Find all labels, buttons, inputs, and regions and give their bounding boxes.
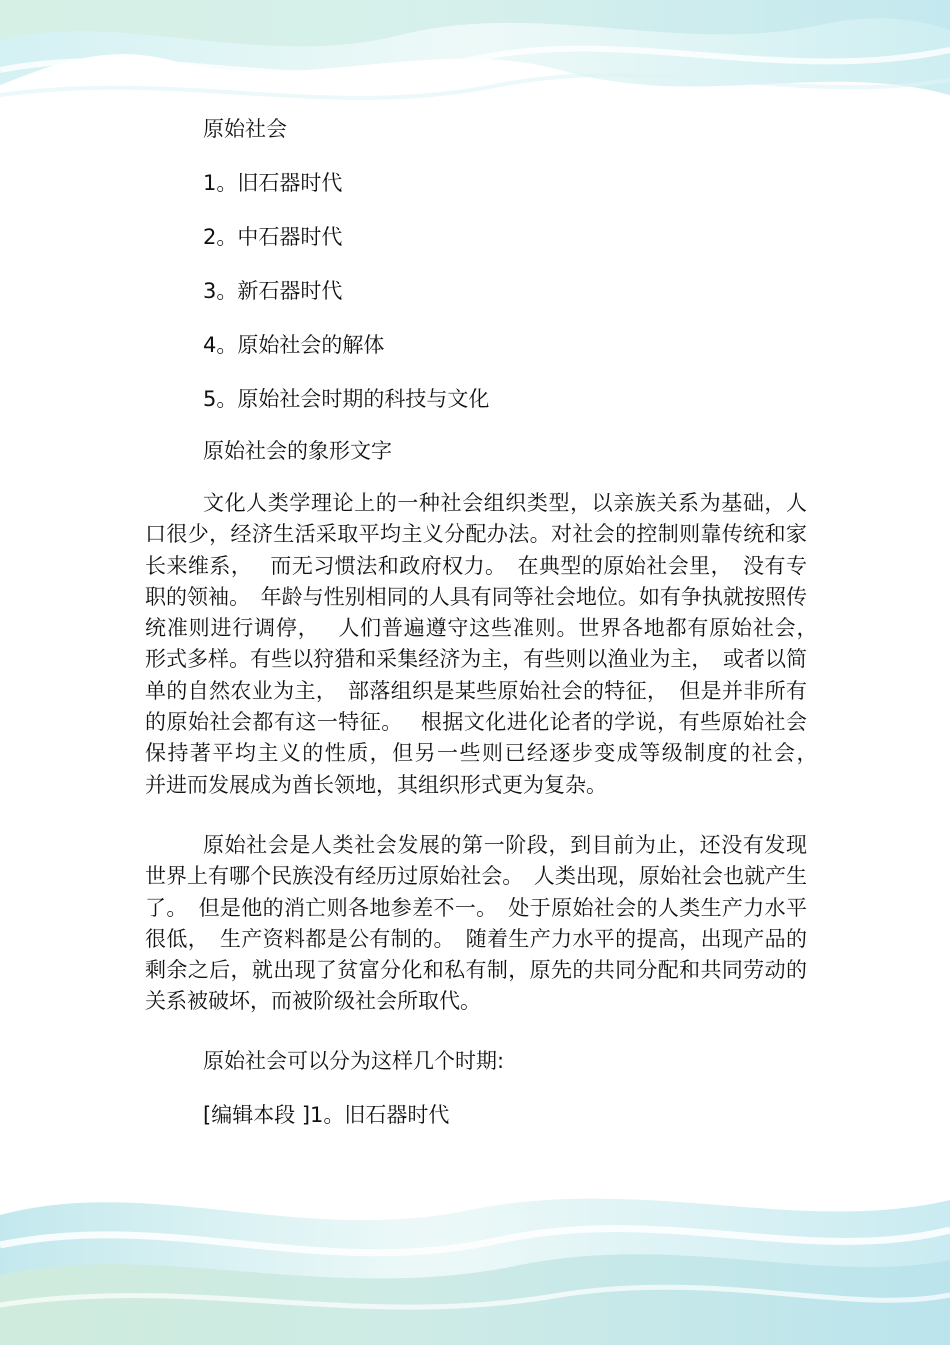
document-subtitle: 原始社会的象形文字 [203,439,392,463]
toc-item-4: 4。原始社会的解体 [203,333,385,357]
paragraph-development: 原始社会是人类社会发展的第一阶段，到目前为止，还没有发现世界上有哪个民族没有经历过原始社会。 人类出现，原始社会也就产生了。 但是他的消亡则各地参差不一。 处于原始社会的人类生产力水平很低， 生产资料都是公有制的。 随着生产力水平的提高，出现产品的剩余之后，就出现了贫富分化和私有制，原先的共同分配和共同劳动的关系被破坏，而被阶级社会所取代。 [145,832,807,1014]
document-title: 原始社会 [203,117,287,141]
periods-intro: 原始社会可以分为这样几个时期: [203,1048,505,1073]
bottom-wave-decoration [0,1155,950,1345]
section-heading: [编辑本段 ]1。旧石器时代 [203,1102,450,1127]
toc-item-1: 1。旧石器时代 [203,171,343,195]
toc-item-5: 5。原始社会时期的科技与文化 [203,387,490,411]
document-body [145,114,835,1130]
toc-item-3: 3。新石器时代 [203,279,343,303]
toc-item-2: 2。中石器时代 [203,225,343,249]
paragraph-definition: 文化人类学理论上的一种社会组织类型，以亲族关系为基础，人口很少，经济生活采取平均主义分配办法。对社会的控制则靠传统和家长来维系， 而无习惯法和政府权力。 在典型的原始社会里， 没有专职的领袖。 年龄与性别相同的人具有同等社会地位。如有争执就按照传统准则进行调停， 人们普遍遵守这些准则。世界各地都有原始社会， 形式多样。有些以狩猎和采集经济为主，有些则以渔业为主， 或者以简单的自然农业为主， 部落组织是某些原始社会的特征， 但是并非所有的原始社会都有这一特征。 根据文化进化论者的学说，有些原始社会保持著平均主义的性质，但另一些则已经逐步变成等级制度的社会， 并进而发展成为酋长领地，其组织形式更为复杂。 [145,491,835,797]
